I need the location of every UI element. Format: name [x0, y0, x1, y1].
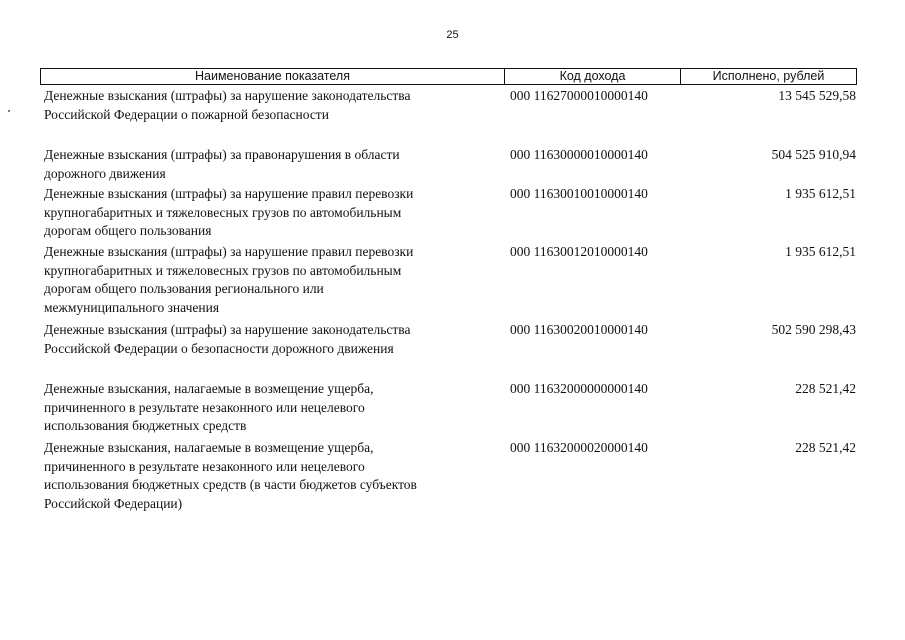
row-code: 000 11630012010000140	[510, 244, 648, 259]
row-name: Денежные взыскания (штрафы) за правонарушения в области дорожного движения	[44, 147, 400, 181]
row-code: 000 11630020010000140	[510, 322, 648, 337]
header-code: Код дохода	[504, 69, 680, 84]
row-amount: 504 525 910,94	[771, 147, 856, 162]
row-name: Денежные взыскания, налагаемые в возмещение ущерба, причиненного в результате незаконного или нецелевого использования бюджетных средств (в части бюджетов субъектов Российской Федерации)	[44, 440, 417, 511]
row-name: Денежные взыскания (штрафы) за нарушение правил перевозки крупногабаритных и тяжеловесных грузов по автомобильным дорогам общего пользования	[44, 186, 414, 238]
row-amount: 502 590 298,43	[771, 322, 856, 337]
row-name: Денежные взыскания (штрафы) за нарушение законодательства Российской Федерации о безопасности дорожного движения	[44, 322, 411, 356]
row-code: 000 11630010010000140	[510, 186, 648, 201]
row-amount: 13 545 529,58	[778, 88, 856, 103]
row-code: 000 11632000020000140	[510, 440, 648, 455]
row-code: 000 11627000010000140	[510, 88, 648, 103]
header-name: Наименование показателя	[195, 69, 350, 83]
table-header	[40, 68, 857, 85]
row-name: Денежные взыскания, налагаемые в возмещение ущерба, причиненного в результате незаконного или нецелевого использования бюджетных средств	[44, 381, 374, 433]
row-code: 000 11630000010000140	[510, 147, 648, 162]
row-amount: 228 521,42	[795, 440, 856, 455]
row-code: 000 11632000000000140	[510, 381, 648, 396]
row-amount: 1 935 612,51	[785, 244, 856, 259]
row-name: Денежные взыскания (штрафы) за нарушение законодательства Российской Федерации о пожарной безопасности	[44, 88, 411, 122]
scan-speck	[8, 110, 10, 112]
row-name: Денежные взыскания (штрафы) за нарушение правил перевозки крупногабаритных и тяжеловесных грузов по автомобильным дорогам общего пользования регионального или межмуниципального значения	[44, 244, 414, 315]
row-amount: 1 935 612,51	[785, 186, 856, 201]
row-amount: 228 521,42	[795, 381, 856, 396]
header-amount: Исполнено, рублей	[680, 69, 856, 84]
page-number: 25	[446, 29, 459, 41]
